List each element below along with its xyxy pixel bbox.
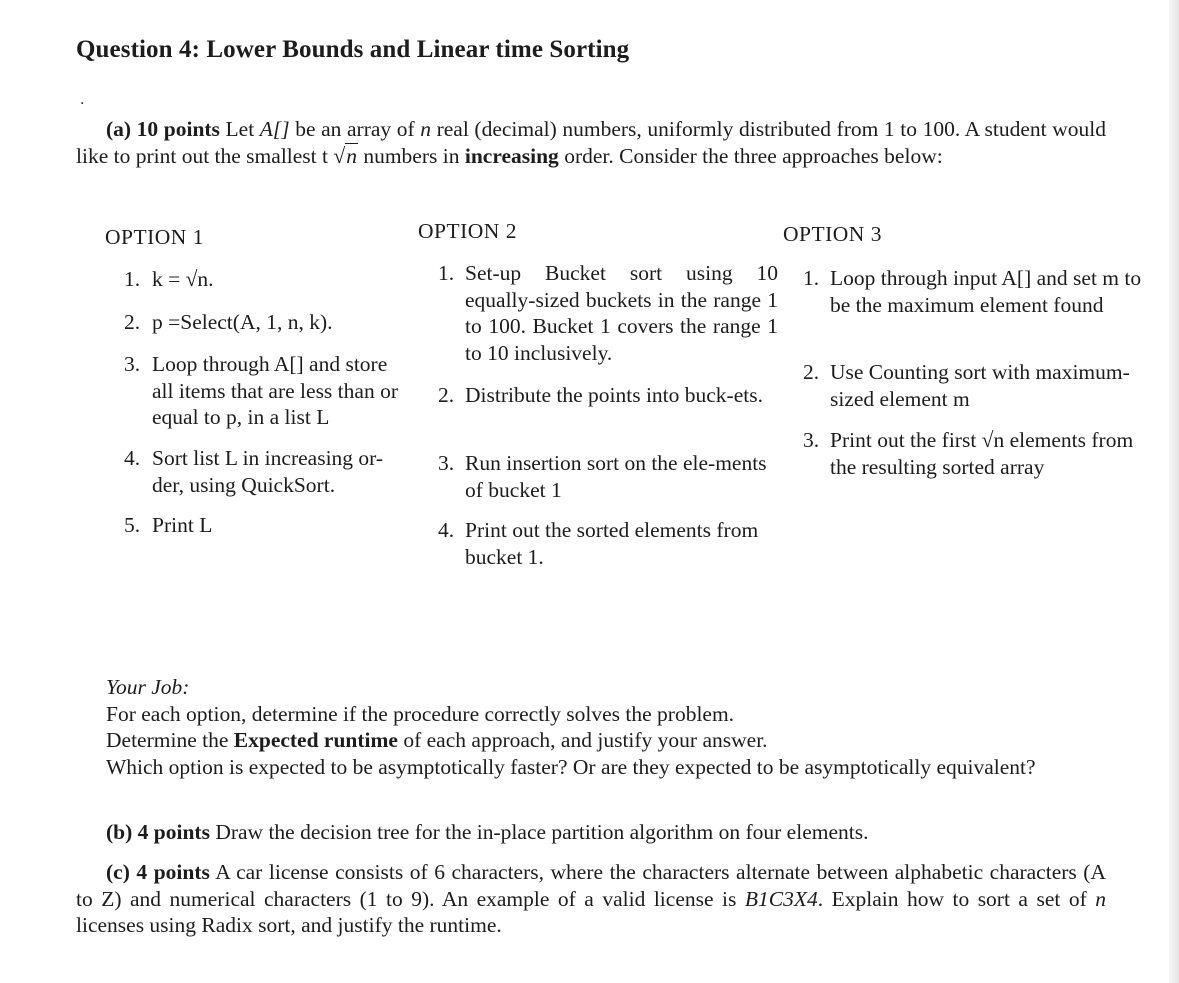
option2-item-3: 3. Run insertion sort on the ele-ments of bucket 1 — [438, 451, 767, 502]
option3-heading: OPTION 3 — [783, 222, 882, 246]
part-c-paragraph — [76, 859, 1106, 939]
your-job-heading: Your Job: — [106, 675, 190, 699]
option3-item-1: 1. Loop through input A[] and set m to be the maximum element found — [803, 266, 1142, 317]
license-example: B1C3X4 — [744, 886, 818, 911]
part-a-label: (a) 10 points — [106, 117, 220, 141]
option3-item-3: 3. Print out the first √n elements from the resulting sorted array — [803, 428, 1134, 479]
part-a-text: order. Consider the three approaches below: — [558, 143, 943, 168]
option1-item-4: 4. Sort list L in increasing or-der, using QuickSort. — [124, 446, 384, 497]
part-b-label: (b) 4 points — [106, 820, 210, 844]
part-b-paragraph — [76, 819, 1106, 846]
option1-item-1: 1. k = √n. — [124, 267, 214, 291]
your-job-line-2: Determine the Expected runtime of each approach, and justify your answer. — [106, 728, 768, 752]
option2-item-2: 2. Distribute the points into buck-ets. — [438, 383, 763, 407]
option1-item-2: 2. p =Select(A, 1, n, k). — [124, 310, 333, 334]
part-c-text: A car license consists of 6 characters, where the characters alternate between alphabetic characters (A to Z) and numerical characters (1 to 9). An example of a valid license is — [76, 860, 1106, 911]
n-symbol: n — [1095, 886, 1106, 911]
sqrt-n: √n — [333, 143, 357, 168]
part-a-paragraph — [76, 116, 1106, 169]
part-a-text: be an array of — [289, 117, 421, 141]
option2-item-4: 4. Print out the sorted elements from bucket 1. — [438, 518, 759, 569]
question-title: Question 4: Lower Bounds and Linear time Sorting — [76, 36, 630, 63]
part-c-text: . Explain how to sort a set of — [817, 886, 1096, 911]
increasing-word: increasing — [464, 143, 559, 168]
option1-heading: OPTION 1 — [105, 225, 204, 249]
your-job-line-1: For each option, determine if the procedure correctly solves the problem. — [106, 701, 735, 726]
part-b-text: Draw the decision tree for the in-place partition algorithm on four elements. — [209, 820, 869, 844]
part-c-text: licenses using Radix sort, and justify the runtime. — [76, 913, 502, 937]
part-a-text: Let — [225, 117, 260, 141]
part-a-text: numbers in — [357, 143, 465, 168]
part-c-label: (c) 4 points — [106, 860, 210, 884]
n-symbol: n — [420, 117, 432, 141]
your-job-line-3: Which option is expected to be asymptotically faster? Or are they expected to be asymptotically equivalent? — [106, 754, 1036, 779]
option1-item-3: 3. Loop through A[] and store all items that are less than or equal to p, in a list L — [124, 352, 398, 429]
option2-item-1: 1. Set-up Bucket sort using 10 equally-sized buckets in the range 1 to 100. Bucket 1 covers the range 1 to 10 inclusively. — [438, 261, 778, 365]
option1-item-5: 5. Print L — [124, 513, 213, 537]
stray-dot: . — [80, 92, 85, 108]
part-a-text: real (decimal) numbers, uniformly distributed from 1 to 100. A student would like to print out the smallest t — [76, 117, 1106, 168]
option2-heading: OPTION 2 — [418, 219, 517, 243]
page-edge-shadow — [1169, 0, 1179, 983]
array-symbol: A[] — [259, 117, 290, 141]
your-job-block — [76, 674, 1106, 780]
option3-item-2: 2. Use Counting sort with maximum-sized element m — [803, 360, 1130, 411]
